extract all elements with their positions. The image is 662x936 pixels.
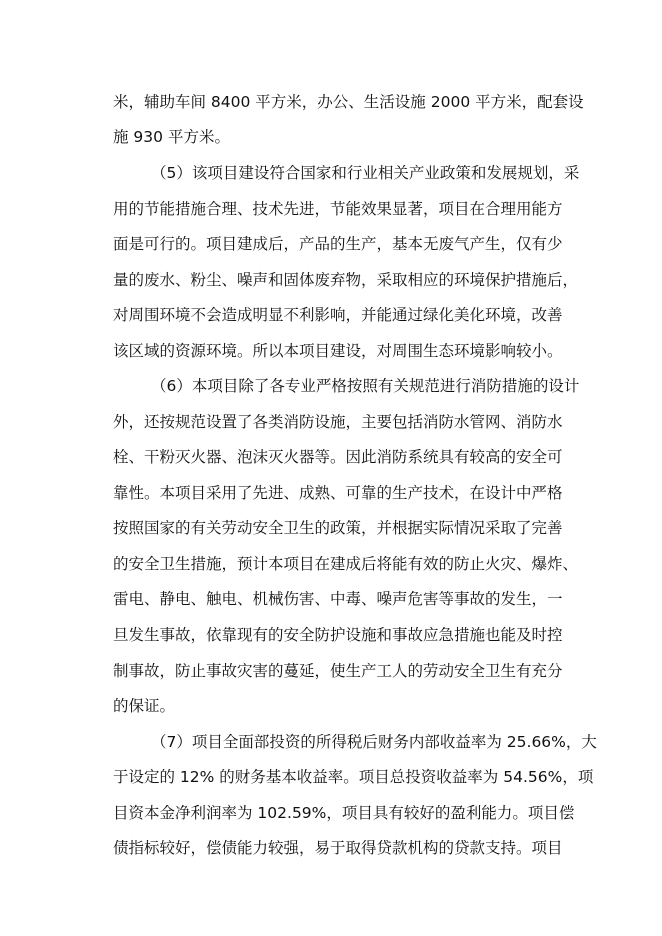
text-line: 于设定的 12% 的财务基本收益率。项目总投资收益率为 54.56%，项 — [113, 768, 594, 786]
text-line: 该区域的资源环境。所以本项目建设，对周围生态环境影响较小。 — [113, 342, 563, 360]
text-line: 用的节能措施合理、技术先进，节能效果显著，项目在合理用能方 — [113, 200, 563, 218]
text-line: 米，辅助车间 8400 平方米，办公、生活设施 2000 平方米，配套设 — [113, 93, 584, 111]
text-line: 旦发生事故，依靠现有的安全防护设施和事故应急措施也能及时控 — [113, 626, 563, 644]
text-line: 制事故，防止事故灾害的蔓延，使生产工人的劳动安全卫生有充分 — [113, 662, 563, 680]
text-line: 雷电、静电、触电、机械伤害、中毒、噪声危害等事故的发生，一 — [113, 590, 563, 608]
text-line: 施 930 平方米。 — [113, 128, 230, 146]
text-line: 按照国家的有关劳动安全卫生的政策，并根据实际情况采取了完善 — [113, 519, 563, 537]
text-line: 外，还按规范设置了各类消防设施，主要包括消防水管网、消防水 — [113, 413, 563, 431]
text-line: 的保证。 — [113, 697, 176, 715]
text-line: 对周围环境不会造成明显不利影响，并能通过绿化美化环境，改善 — [113, 306, 563, 324]
text-line: 的安全卫生措施，预计本项目在建成后将能有效的防止火灾、爆炸、 — [113, 555, 579, 573]
text-line: 面是可行的。项目建成后，产品的生产，基本无废气产生，仅有少 — [113, 235, 563, 253]
paragraph-6-first-line: （6）本项目除了各专业严格按照有关规范进行消防措施的设计 — [151, 377, 580, 395]
paragraph-7-first-line: （7）项目全面部投资的所得税后财务内部收益率为 25.66%，大 — [151, 733, 597, 751]
text-line: 栓、干粉灭火器、泡沫灭火器等。因此消防系统具有较高的安全可 — [113, 448, 563, 466]
text-line: 债指标较好，偿债能力较强，易于取得贷款机构的贷款支持。项目 — [113, 839, 563, 857]
text-line: 量的废水、粉尘、噪声和固体废弃物，采取相应的环境保护措施后， — [113, 271, 579, 289]
paragraph-5-first-line: （5）该项目建设符合国家和行业相关产业政策和发展规划，采 — [151, 164, 580, 182]
text-line: 靠性。本项目采用了先进、成熟、可靠的生产技术，在设计中严格 — [113, 484, 563, 502]
text-line: 目资本金净利润率为 102.59%，项目具有较好的盈利能力。项目偿 — [113, 804, 575, 822]
